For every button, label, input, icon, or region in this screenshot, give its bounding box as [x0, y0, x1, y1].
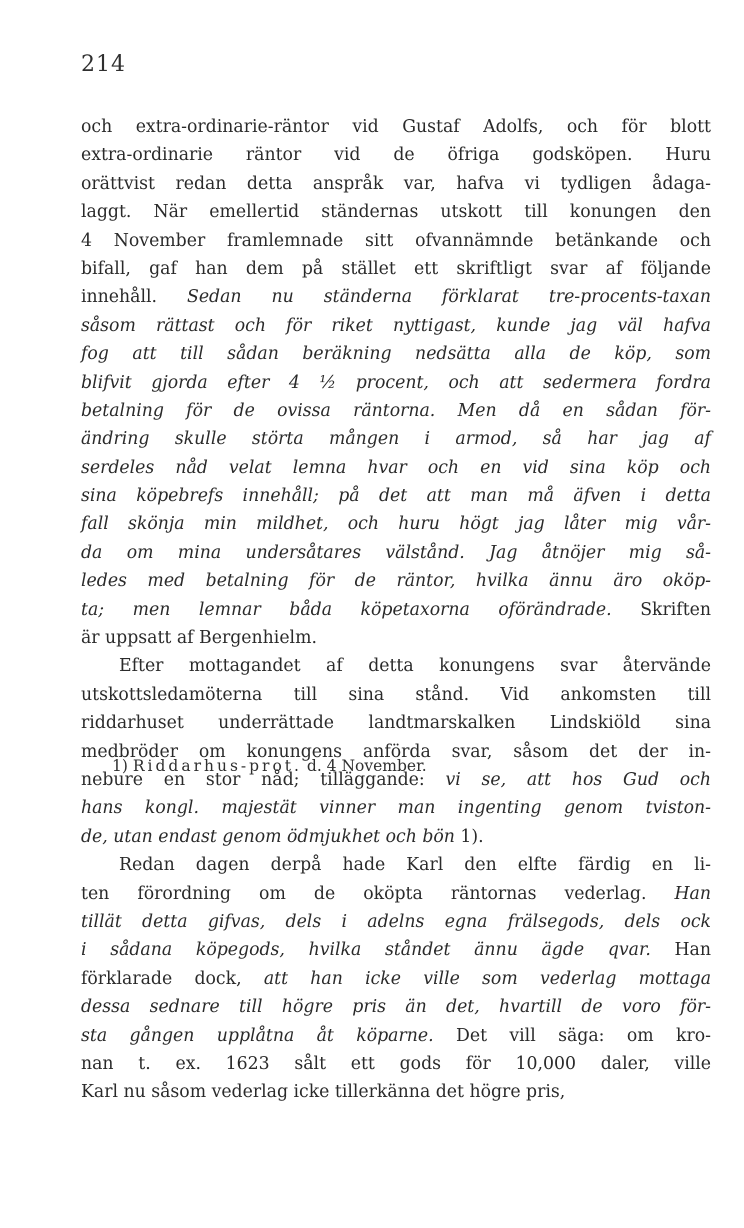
text-line: [81, 113, 711, 141]
italic-text: i sådana köpegods, hvilka ståndet ännu ägde qvar.: [81, 940, 651, 961]
text-line: [81, 340, 711, 368]
text-line: [81, 851, 711, 879]
text-segment: Redan dagen derpå hade Karl den elfte färdig en li-: [119, 855, 711, 876]
text-segment: Han: [650, 940, 711, 961]
text-line: [81, 965, 711, 993]
text-segment: ten förordning om de oköpta räntornas vederlag.: [81, 883, 675, 904]
text-segment: nebure en stor nåd; tilläggande:: [81, 769, 446, 790]
text-segment: Efter mottagandet af detta konungens svar återvände: [119, 656, 711, 677]
footnote-date: d. 4 November.: [301, 757, 427, 775]
text-line: [81, 425, 711, 453]
italic-text: såsom rättast och för riket nyttigast, kunde jag väl hafva: [81, 315, 711, 336]
text-line: [81, 823, 711, 851]
text-segment: laggt. När emellertid ständernas utskott till konungen den: [81, 202, 711, 223]
text-line: [81, 482, 711, 510]
italic-text: Han: [674, 883, 711, 904]
body-text: [81, 113, 711, 1107]
italic-text: fall skönja min mildhet, och huru högt jag låter mig vår-: [81, 514, 711, 535]
text-segment: riddarhuset underrättade landtmarskalken Lindskiöld sina: [81, 713, 711, 734]
italic-text: serdeles nåd velat lemna hvar och en vid sina köp och: [81, 457, 711, 478]
text-segment: 4 November framlemnade sitt ofvannämnde betänkande och: [81, 230, 711, 251]
footnote-source: Riddarhus-prot.: [132, 757, 302, 775]
text-segment: 1).: [454, 826, 484, 847]
text-segment: förklarade dock,: [81, 968, 264, 989]
italic-text: dessa sednare till högre pris än det, hvartill de voro för-: [81, 997, 711, 1018]
text-line: [81, 936, 711, 964]
footnote-mark: 1): [112, 757, 128, 775]
text-segment: utskottsledamöterna till sina stånd. Vid ankomsten till: [81, 684, 711, 705]
text-segment: bifall, gaf han dem på stället ett skriftligt svar af följande: [81, 258, 711, 279]
text-line: [81, 709, 711, 737]
text-line: [81, 369, 711, 397]
italic-text: hans kongl. majestät vinner man ingenting genom tviston-: [81, 798, 711, 819]
text-line: [81, 993, 711, 1021]
text-line: [81, 624, 711, 652]
text-line: [81, 141, 711, 169]
text-line: [81, 652, 711, 680]
italic-text: betalning för de ovissa räntorna. Men då en sådan för-: [81, 400, 711, 421]
italic-text: ledes med betalning för de räntor, hvilka ännu äro oköp-: [81, 571, 711, 592]
text-line: [81, 255, 711, 283]
italic-text: de, utan endast genom ödmjukhet och bön: [81, 826, 455, 847]
text-segment: Karl nu såsom vederlag icke tillerkänna det högre pris,: [81, 1082, 566, 1103]
text-segment: medbröder om konungens anförda svar, såsom det der in-: [81, 741, 711, 762]
italic-text: tillät detta gifvas, dels i adelns egna frälsegods, dels ock: [81, 911, 711, 932]
italic-text: ta; men lemnar båda köpetaxorna oförändrade.: [81, 599, 612, 620]
text-line: [81, 283, 711, 311]
text-segment: extra-ordinarie räntor vid de öfriga godsköpen. Huru: [81, 145, 711, 166]
text-segment: är uppsatt af Bergenhielm.: [81, 628, 317, 649]
text-line: [81, 908, 711, 936]
text-segment: och extra-ordinarie-räntor vid Gustaf Adolfs, och för blott: [81, 117, 711, 137]
footnote: [112, 757, 427, 775]
italic-text: da om mina undersåtares välstånd. Jag åtnöjer mig så-: [81, 542, 711, 563]
italic-text: fog att till sådan beräkning nedsätta alla de köp, som: [81, 344, 711, 365]
text-segment: innehåll.: [81, 287, 187, 308]
italic-text: att han icke ville som vederlag mottaga: [263, 968, 711, 989]
text-line: [81, 198, 711, 226]
italic-text: ändring skulle störta mången i armod, så har jag af: [81, 429, 711, 450]
text-line: [81, 539, 711, 567]
text-line: [81, 454, 711, 482]
italic-text: Sedan nu ständerna förklarat tre-procents-taxan: [186, 287, 711, 308]
text-segment: Det vill säga: om kro-: [433, 1025, 711, 1046]
text-line: [81, 596, 711, 624]
text-segment: nan t. ex. 1623 sålt ett gods för 10,000 daler, ville: [81, 1053, 711, 1074]
text-line: [81, 794, 711, 822]
text-line: [81, 312, 711, 340]
text-segment: Skriften: [611, 599, 711, 620]
italic-text: blifvit gjorda efter 4 ½ procent, och att sedermera fordra: [81, 372, 711, 393]
italic-text: sta gången upplåtna åt köparne.: [81, 1025, 434, 1046]
text-line: [81, 510, 711, 538]
text-line: [81, 681, 711, 709]
text-line: [81, 170, 711, 198]
text-line: [81, 1078, 711, 1106]
text-line: [81, 227, 711, 255]
italic-text: vi se, att hos Gud och: [445, 769, 711, 790]
text-line: [81, 1022, 711, 1050]
italic-text: sina köpebrefs innehåll; på det att man må äfven i detta: [81, 486, 711, 507]
text-line: [81, 1050, 711, 1078]
text-line: [81, 880, 711, 908]
text-line: [81, 567, 711, 595]
text-line: [81, 397, 711, 425]
page-number: 214: [81, 52, 126, 77]
text-segment: orättvist redan detta anspråk var, hafva vi tydligen ådaga-: [81, 173, 711, 194]
